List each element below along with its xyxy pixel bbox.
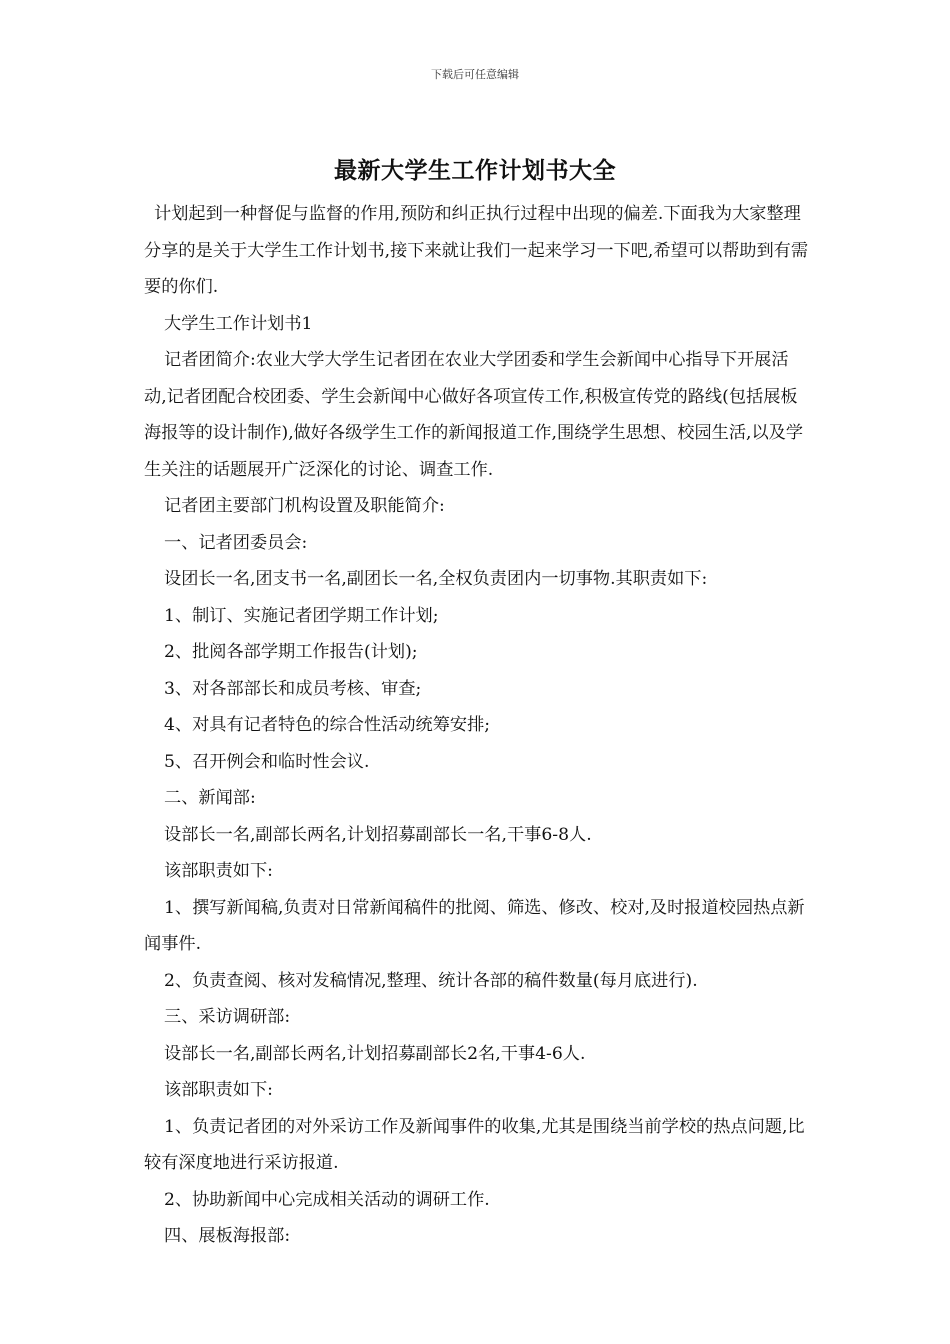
paragraph: 5、召开例会和临时性会议.: [164, 751, 370, 772]
paragraph: 1、撰写新闻稿,负责对日常新闻稿件的批阅、筛选、修改、校对,及时报道校园热点新闻事件.: [144, 897, 805, 954]
paragraph: 4、对具有记者特色的综合性活动统筹安排;: [164, 715, 491, 735]
paragraph: 2、协助新闻中心完成相关活动的调研工作.: [164, 1189, 490, 1210]
paragraph: 该部职责如下:: [164, 1080, 273, 1100]
paragraph: 3、对各部部长和成员考核、审查;: [164, 678, 422, 699]
paragraph: 计划起到一种督促与监督的作用,预防和纠正执行过程中出现的偏差.下面我为大家整理分享的是关于大学生工作计划书,接下来就让我们一起来学习一下吧,希望可以帮助到有需要的你们.: [144, 204, 809, 297]
paragraph: 一、记者团委员会:: [164, 532, 308, 553]
paragraph: 记者团简介:农业大学大学生记者团在农业大学团委和学生会新闻中心指导下开展活动,记者团配合校团委、学生会新闻中心做好各项宣传工作,积极宣传党的路线(包括展板海报等的设计制作),做好各级学生工作的新闻报道工作,围绕学生思想、校园生活,以及学生关注的话题展开广泛深化的讨论、调查工作.: [144, 350, 804, 480]
paragraph: 记者团主要部门机构设置及职能简介:: [164, 496, 445, 516]
paragraph: 设部长一名,副部长两名,计划招募副部长一名,干事6-8人.: [164, 824, 592, 845]
page-title: 最新大学生工作计划书大全: [334, 158, 616, 184]
paragraph: 大学生工作计划书1: [164, 313, 313, 334]
paragraph: 1、负责记者团的对外采访工作及新闻事件的收集,尤其是围绕当前学校的热点问题,比较有深度地进行采访报道.: [144, 1116, 805, 1173]
paragraph: 2、负责查阅、核对发稿情况,整理、统计各部的稿件数量(每月底进行).: [164, 970, 698, 991]
paragraph: 设部长一名,副部长两名,计划招募副部长2名,干事4-6人.: [164, 1043, 586, 1064]
paragraph: 1、制订、实施记者团学期工作计划;: [164, 605, 439, 626]
document-body: [144, 196, 810, 1255]
paragraph: 二、新闻部:: [164, 788, 256, 808]
paragraph: 该部职责如下:: [164, 861, 273, 881]
paragraph: 设团长一名,团支书一名,副团长一名,全权负责团内一切事物.其职责如下:: [164, 569, 708, 589]
header-note: 下载后可任意编辑: [431, 68, 519, 81]
paragraph: 四、展板海报部:: [164, 1226, 291, 1246]
paragraph: 2、批阅各部学期工作报告(计划);: [164, 642, 418, 662]
paragraph: 三、采访调研部:: [164, 1007, 291, 1027]
